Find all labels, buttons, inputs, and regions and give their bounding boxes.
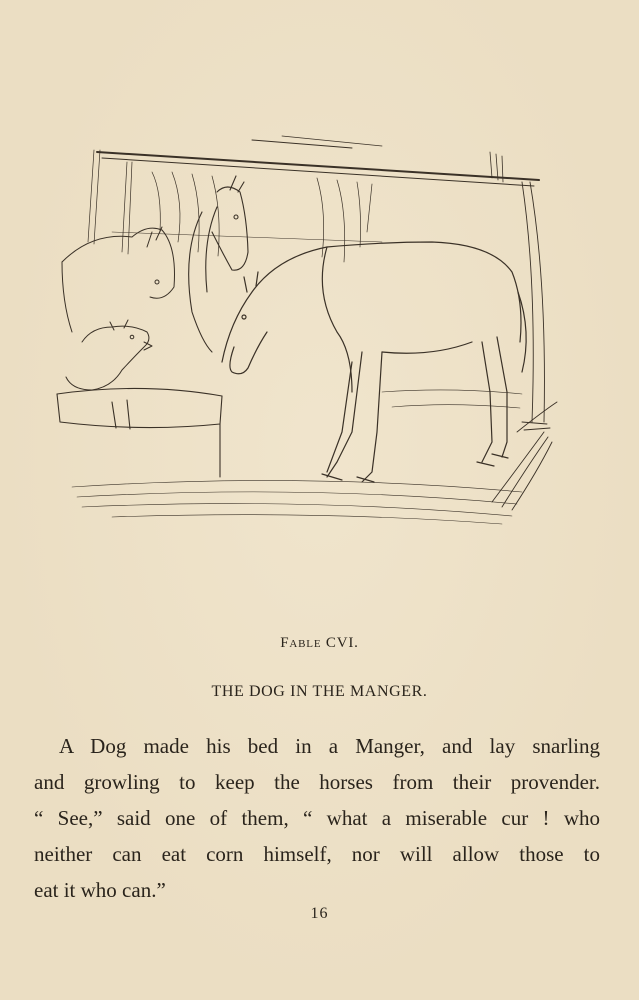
fable-roman-numeral: CVI.: [325, 635, 359, 651]
fable-body: [34, 728, 600, 908]
stable-post: [492, 182, 557, 510]
fable-line: “ See,” said one of them, “ what a miserable cur ! who: [34, 806, 600, 830]
fable-line: and growling to keep the horses from their provender.: [34, 770, 600, 794]
fable-line: A Dog made his bed in a Manger, and lay snarling: [59, 734, 600, 758]
page-number: 16: [310, 905, 329, 922]
fable-line: eat it who can.”: [34, 878, 166, 902]
stable-floor: [72, 390, 522, 524]
fable-title: THE DOG IN THE MANGER.: [211, 683, 428, 700]
horse-grey-left: [62, 227, 175, 332]
dog-in-manger: [66, 320, 152, 390]
stable-roof: [97, 136, 539, 186]
engraving-dog-in-manger: [52, 132, 577, 530]
fable-label: Fable: [280, 635, 322, 651]
manger-trough: [57, 388, 222, 477]
fable-line: neither can eat corn himself, nor will allow those to: [34, 842, 600, 866]
horse-standing-right: [222, 242, 526, 482]
fable-number: [0, 635, 639, 652]
